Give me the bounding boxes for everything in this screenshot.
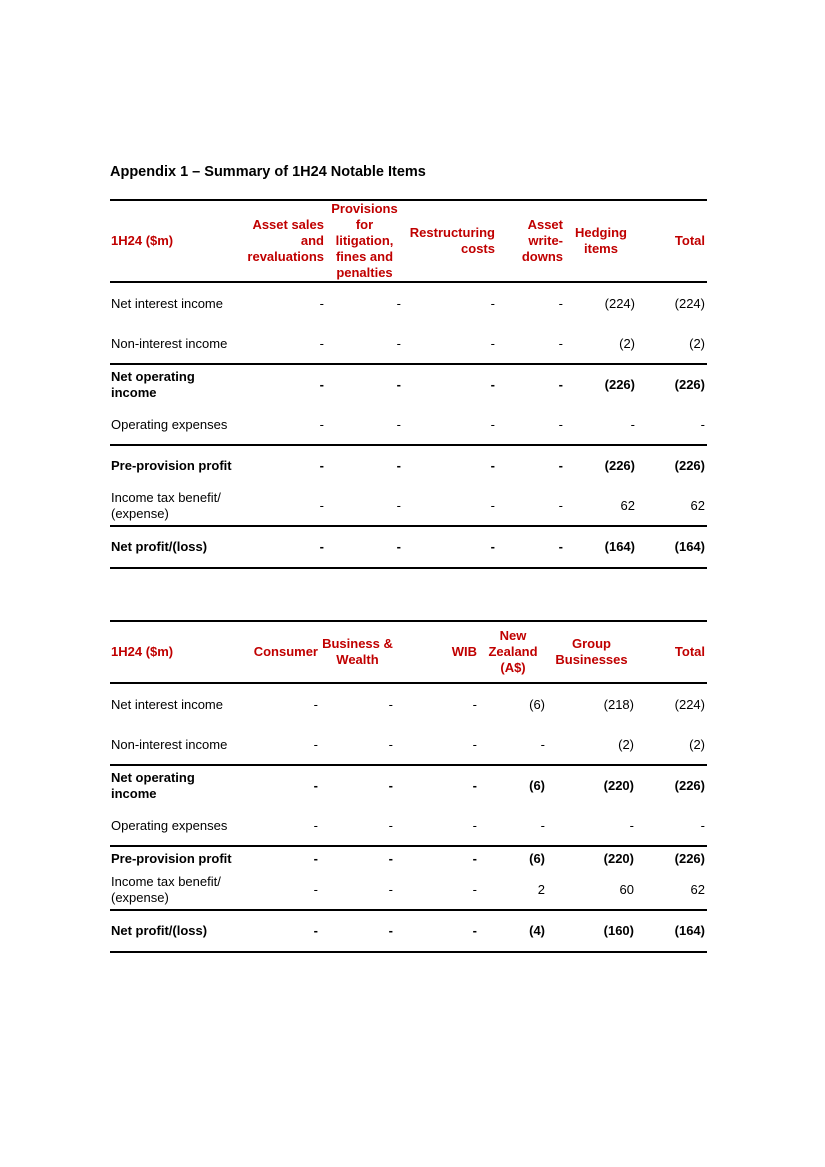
row-label: Operating expenses — [111, 416, 228, 432]
cell: (224) — [674, 696, 705, 712]
row-label: Pre-provision profit — [111, 458, 232, 473]
cell: - — [630, 416, 635, 432]
table-row — [110, 364, 707, 405]
cell: - — [396, 335, 401, 351]
row-label: Net interest income — [111, 295, 223, 311]
cell: 60 — [619, 881, 634, 897]
cell: - — [558, 497, 563, 513]
cell: - — [319, 458, 324, 473]
cell: - — [472, 850, 477, 866]
row-label: Net operating income — [111, 369, 195, 400]
cell: (2) — [689, 736, 705, 752]
cell: - — [629, 817, 634, 833]
cell: (226) — [674, 850, 705, 866]
cell: - — [490, 539, 495, 554]
cell: - — [472, 817, 477, 833]
cell: (6) — [529, 778, 545, 793]
cell: (160) — [603, 923, 634, 938]
column-header: Business & Wealth — [322, 636, 393, 667]
column-header: WIB — [451, 644, 477, 659]
cell: (6) — [529, 696, 545, 712]
column-header: New Zealand (A$) — [488, 628, 538, 675]
table-row — [110, 526, 707, 568]
cell: 62 — [690, 497, 705, 513]
cell: (226) — [604, 377, 635, 392]
row-label: Net interest income — [111, 696, 223, 712]
cell: (6) — [529, 850, 545, 866]
cell: - — [558, 458, 563, 473]
cell: (220) — [603, 778, 634, 793]
cell: - — [319, 497, 324, 513]
cell: - — [388, 923, 393, 938]
cell: - — [490, 295, 495, 311]
cell: - — [319, 335, 324, 351]
notable-items-by-division-table — [110, 620, 707, 953]
cell: - — [472, 736, 477, 752]
cell: - — [313, 850, 318, 866]
cell: (224) — [674, 295, 705, 311]
cell: - — [319, 295, 324, 311]
cell: (220) — [603, 850, 634, 866]
cell: - — [313, 778, 318, 793]
cell: - — [388, 696, 393, 712]
cell: 62 — [690, 881, 705, 897]
cell: - — [558, 295, 563, 311]
table-row — [110, 445, 707, 486]
table-row — [110, 806, 707, 846]
row-label: Income tax benefit/ (expense) — [111, 489, 221, 521]
cell: 2 — [537, 881, 545, 897]
table-header-row — [110, 200, 707, 282]
column-header: Hedging items — [575, 225, 627, 256]
cell: - — [490, 335, 495, 351]
table-row — [110, 870, 707, 910]
row-label: Net profit/(loss) — [111, 539, 208, 554]
column-header: Total — [674, 233, 705, 248]
cell: (164) — [604, 539, 635, 554]
cell: - — [558, 416, 563, 432]
column-header: Provisions for litigation, fines and penalties — [331, 201, 398, 280]
cell: (2) — [689, 335, 705, 351]
cell: - — [313, 736, 318, 752]
cell: - — [319, 377, 324, 392]
cell: - — [558, 335, 563, 351]
column-header: Total — [674, 644, 705, 659]
table-row — [110, 725, 707, 765]
cell: - — [396, 497, 401, 513]
cell: (2) — [618, 736, 634, 752]
cell: - — [396, 539, 401, 554]
cell: (164) — [674, 923, 705, 938]
table-row — [110, 282, 707, 324]
notable-items-by-type-table — [110, 199, 707, 569]
row-label: Net operating income — [111, 770, 195, 801]
cell: - — [313, 923, 318, 938]
column-header: Asset sales and revaluations — [247, 217, 324, 264]
cell: (226) — [604, 458, 635, 473]
cell: - — [558, 377, 563, 392]
cell: - — [540, 736, 545, 752]
cell: (2) — [619, 335, 635, 351]
cell: - — [396, 377, 401, 392]
row-label: Operating expenses — [111, 817, 228, 833]
cell: - — [490, 416, 495, 432]
cell: - — [472, 923, 477, 938]
cell: - — [396, 458, 401, 473]
cell: (224) — [604, 295, 635, 311]
cell: - — [319, 416, 324, 432]
cell: (218) — [603, 696, 634, 712]
cell: - — [472, 881, 477, 897]
cell: - — [700, 817, 705, 833]
table-row — [110, 324, 707, 364]
cell: - — [558, 539, 563, 554]
cell: (4) — [529, 923, 545, 938]
column-header: 1H24 ($m) — [111, 644, 174, 659]
cell: - — [313, 881, 318, 897]
page-title: Appendix 1 – Summary of 1H24 Notable Items — [110, 164, 426, 180]
table-row — [110, 846, 707, 870]
column-header: Asset write-downs — [521, 217, 563, 264]
cell: - — [313, 696, 318, 712]
cell: - — [472, 696, 477, 712]
cell: - — [396, 295, 401, 311]
column-header: Consumer — [253, 644, 318, 659]
cell: (226) — [674, 458, 705, 473]
row-label: Income tax benefit/ (expense) — [111, 873, 221, 905]
table-row — [110, 405, 707, 445]
table-row — [110, 683, 707, 725]
cell: (226) — [674, 377, 705, 392]
cell: - — [396, 416, 401, 432]
cell: - — [388, 817, 393, 833]
cell: - — [540, 817, 545, 833]
cell: (226) — [674, 778, 705, 793]
column-header: 1H24 ($m) — [111, 233, 174, 248]
table-row — [110, 486, 707, 526]
column-header: Group Businesses — [555, 636, 628, 667]
cell: - — [490, 458, 495, 473]
cell: (164) — [674, 539, 705, 554]
cell: - — [490, 377, 495, 392]
column-header: Restructuring costs — [409, 225, 495, 256]
table-row — [110, 910, 707, 952]
row-label: Pre-provision profit — [111, 850, 232, 866]
row-label: Net profit/(loss) — [111, 923, 208, 938]
cell: - — [472, 778, 477, 793]
table-row — [110, 765, 707, 806]
cell: - — [388, 778, 393, 793]
row-label: Non-interest income — [111, 736, 228, 752]
cell: - — [388, 850, 393, 866]
cell: - — [388, 736, 393, 752]
row-label: Non-interest income — [111, 335, 228, 351]
cell: - — [490, 497, 495, 513]
cell: - — [319, 539, 324, 554]
cell: 62 — [620, 497, 635, 513]
cell: - — [313, 817, 318, 833]
cell: - — [388, 881, 393, 897]
cell: - — [700, 416, 705, 432]
table-header-row — [110, 621, 707, 683]
